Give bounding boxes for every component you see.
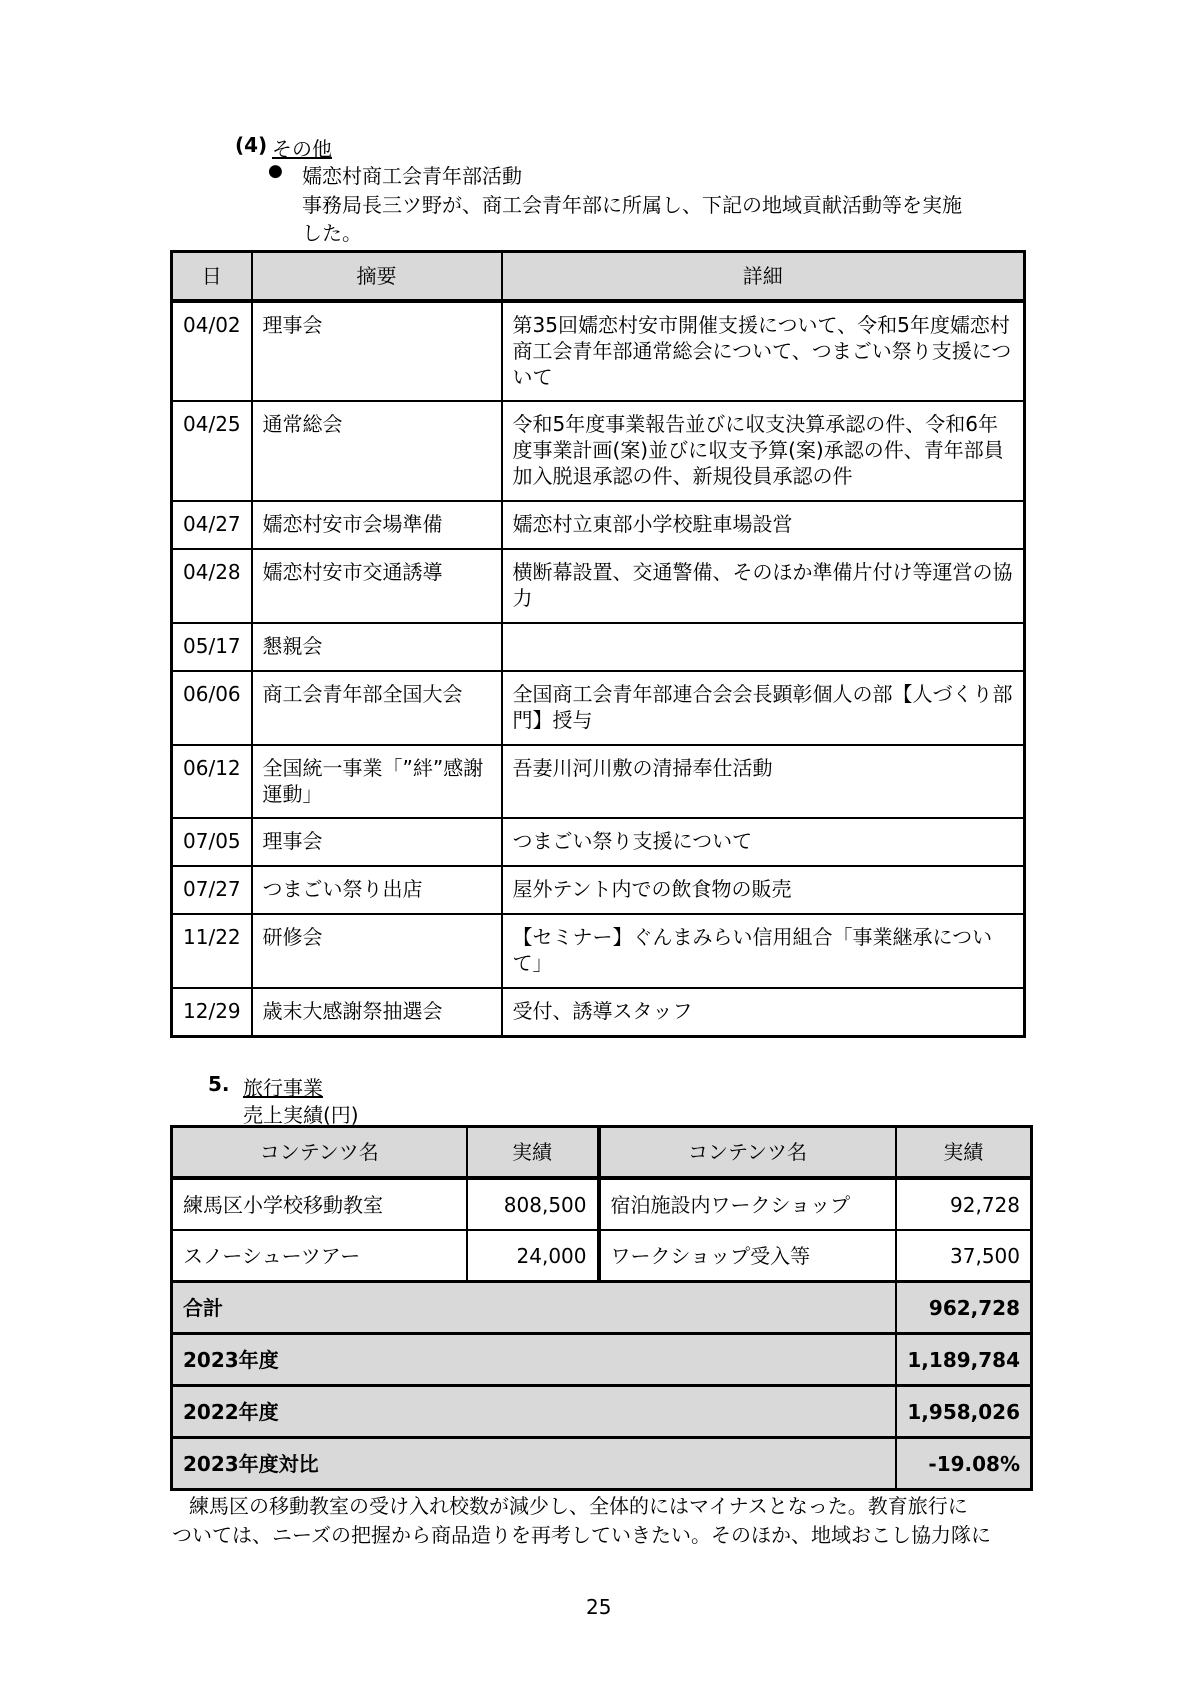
content-name: ワークショップ受入等 xyxy=(599,1230,896,1282)
header-summary: 摘要 xyxy=(252,252,502,302)
content-name: スノーシューツアー xyxy=(172,1230,467,1282)
row-summary: 嬬恋村安市会場準備 xyxy=(252,501,502,549)
description-line: した。 xyxy=(302,221,362,245)
section-number: 5. xyxy=(208,1072,230,1096)
row-date: 04/27 xyxy=(172,501,252,549)
section-number: (4) xyxy=(235,133,268,157)
row-detail: 第35回嬬恋村安市開催支援について、令和5年度嬬恋村商工会青年部通常総会について、つまごい祭り支援について xyxy=(502,301,1025,401)
section-title: その他 xyxy=(272,137,332,161)
row-summary: 商工会青年部全国大会 xyxy=(252,671,502,745)
content-name: 練馬区小学校移動教室 xyxy=(172,1178,467,1230)
row-date: 06/06 xyxy=(172,671,252,745)
row-summary: 全国統一事業「”絆”感謝運動」 xyxy=(252,745,502,818)
bullet-icon: ● xyxy=(268,161,283,181)
travel-sales-table xyxy=(170,1125,1033,1491)
row-date: 04/02 xyxy=(172,301,252,401)
summary-value: 1,189,784 xyxy=(896,1334,1032,1386)
summary-row-2022 xyxy=(172,1386,1032,1438)
description-line: 事務局長三ツ野が、商工会青年部に所属し、下記の地域貢献活動等を実施 xyxy=(302,193,962,217)
row-detail: 受付、誘導スタッフ xyxy=(502,988,1025,1036)
activity-table xyxy=(170,250,1026,1038)
row-detail: 嬬恋村立東部小学校駐車場設営 xyxy=(502,501,1025,549)
row-detail: つまごい祭り支援について xyxy=(502,818,1025,866)
table-row xyxy=(172,818,1025,866)
summary-label: 2023年度 xyxy=(172,1334,896,1386)
content-value: 92,728 xyxy=(896,1178,1032,1230)
row-date: 11/22 xyxy=(172,914,252,988)
page-number: 25 xyxy=(586,1595,612,1619)
row-date: 07/05 xyxy=(172,818,252,866)
summary-label: 合計 xyxy=(172,1282,896,1334)
summary-row-2023 xyxy=(172,1334,1032,1386)
table-row xyxy=(172,501,1025,549)
table-row xyxy=(172,1178,1032,1230)
table-row xyxy=(172,549,1025,623)
row-detail: 吾妻川河川敷の清掃奉仕活動 xyxy=(502,745,1025,818)
header-result: 実績 xyxy=(896,1127,1032,1179)
row-summary: 通常総会 xyxy=(252,401,502,501)
bullet-title: 嬬恋村商工会青年部活動 xyxy=(302,164,522,188)
table-row xyxy=(172,745,1025,818)
row-detail: 屋外テント内での飲食物の販売 xyxy=(502,866,1025,914)
row-summary: 研修会 xyxy=(252,914,502,988)
summary-value: -19.08% xyxy=(896,1438,1032,1490)
header-detail: 詳細 xyxy=(502,252,1025,302)
section-subtitle: 売上実績(円) xyxy=(243,1103,359,1127)
row-date: 07/27 xyxy=(172,866,252,914)
row-date: 12/29 xyxy=(172,988,252,1036)
summary-label: 2022年度 xyxy=(172,1386,896,1438)
row-detail: 全国商工会青年部連合会会長顕彰個人の部【人づくり部門】授与 xyxy=(502,671,1025,745)
travel-header-row xyxy=(172,1127,1032,1179)
row-date: 06/12 xyxy=(172,745,252,818)
content-value: 37,500 xyxy=(896,1230,1032,1282)
table-row xyxy=(172,401,1025,501)
section-title: 旅行事業 xyxy=(243,1076,323,1100)
closing-text-line: 練馬区の移動教室の受け入れ校数が減少し、全体的にはマイナスとなった。教育旅行に xyxy=(189,1494,968,1518)
summary-row-total xyxy=(172,1282,1032,1334)
activity-header-row xyxy=(172,252,1025,302)
closing-text-line: ついては、ニーズの把握から商品造りを再考していきたい。そのほか、地域おこし協力隊に xyxy=(172,1523,991,1547)
row-detail: 【セミナー】ぐんまみらい信用組合「事業継承について」 xyxy=(502,914,1025,988)
table-row xyxy=(172,671,1025,745)
table-row xyxy=(172,988,1025,1036)
row-date: 04/28 xyxy=(172,549,252,623)
content-name: 宿泊施設内ワークショップ xyxy=(599,1178,896,1230)
row-detail: 令和5年度事業報告並びに収支決算承認の件、令和6年度事業計画(案)並びに収支予算(案)承認の件、青年部員加入脱退承認の件、新規役員承認の件 xyxy=(502,401,1025,501)
content-value: 808,500 xyxy=(467,1178,599,1230)
table-row xyxy=(172,914,1025,988)
row-summary: つまごい祭り出店 xyxy=(252,866,502,914)
row-summary: 懇親会 xyxy=(252,623,502,671)
row-summary: 理事会 xyxy=(252,301,502,401)
summary-value: 962,728 xyxy=(896,1282,1032,1334)
summary-row-ratio xyxy=(172,1438,1032,1490)
header-content-name: コンテンツ名 xyxy=(172,1127,467,1179)
table-row xyxy=(172,866,1025,914)
row-date: 04/25 xyxy=(172,401,252,501)
content-value: 24,000 xyxy=(467,1230,599,1282)
row-detail: 横断幕設置、交通警備、そのほか準備片付け等運営の協力 xyxy=(502,549,1025,623)
summary-value: 1,958,026 xyxy=(896,1386,1032,1438)
header-date: 日 xyxy=(172,252,252,302)
table-row xyxy=(172,1230,1032,1282)
row-summary: 歳末大感謝祭抽選会 xyxy=(252,988,502,1036)
summary-label: 2023年度対比 xyxy=(172,1438,896,1490)
header-result: 実績 xyxy=(467,1127,599,1179)
header-content-name: コンテンツ名 xyxy=(599,1127,896,1179)
row-detail xyxy=(502,623,1025,671)
table-row xyxy=(172,301,1025,401)
table-row xyxy=(172,623,1025,671)
row-date: 05/17 xyxy=(172,623,252,671)
row-summary: 嬬恋村安市交通誘導 xyxy=(252,549,502,623)
row-summary: 理事会 xyxy=(252,818,502,866)
